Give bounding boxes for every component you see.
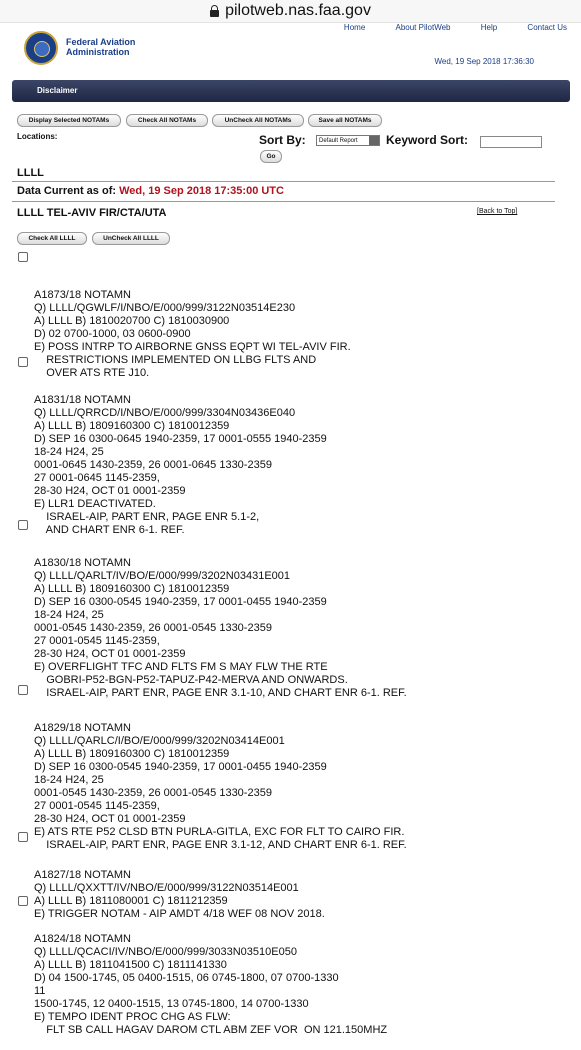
notam-checkbox[interactable] bbox=[18, 685, 28, 695]
agency-name[interactable]: Federal Aviation Administration bbox=[66, 37, 136, 57]
disclaimer-link[interactable]: Disclaimer bbox=[37, 86, 78, 95]
faa-seal-icon bbox=[24, 31, 58, 65]
nav-bar bbox=[12, 80, 570, 102]
notam-item bbox=[18, 894, 387, 1050]
notam-checkbox[interactable] bbox=[18, 520, 28, 530]
data-current-value: Wed, 19 Sep 2018 17:35:00 UTC bbox=[119, 185, 284, 197]
notam-text: A1827/18 NOTAMN Q) LLLL/QXXTT/IV/NBO/E/000/999/3122N03514E001 A) LLLL B) 1811080001 C) 1811212359 E) TRIGGER NOTAM - AIP AMDT 4/18 WEF 08 NOV 2018. bbox=[34, 869, 325, 920]
url-text: pilotweb.nas.faa.gov bbox=[225, 2, 371, 19]
notam-text: A1829/18 NOTAMN Q) LLLL/QARLC/I/BO/E/000/999/3202N03414E001 A) LLLL B) 1809160300 C) 1810012359 D) SEP 16 0300-0545 1940-2359, 17 0001-0455 1940-2359 18-24 H24, 25 0001-0545 1430-2359, 26 0001-0545 1330-2359 27 0001-0545 1145-2359, 28-30 H24, OCT 01 0001-2359 E) ATS RTE P52 CLSD BTN PURLA-GITLA, EXC FOR FLT TO CAIRO FIR. ISRAEL-AIP, PART ENR, PAGE ENR 3.1-12, AND CHART ENR 6-1. REF. bbox=[34, 722, 407, 851]
link-help[interactable]: Help bbox=[480, 23, 498, 32]
data-current: Data Current as of: Wed, 19 Sep 2018 17:35:00 UTC bbox=[17, 185, 284, 197]
section-title: LLLL TEL-AVIV FIR/CTA/UTA bbox=[17, 207, 167, 219]
link-about[interactable]: About PilotWeb bbox=[395, 23, 451, 32]
uncheck-all-button[interactable]: UnCheck All NOTAMs bbox=[212, 114, 304, 127]
go-button[interactable]: Go bbox=[260, 150, 282, 163]
notam-checkbox[interactable] bbox=[18, 896, 28, 906]
location-title: LLLL bbox=[17, 167, 44, 179]
notam-checkbox[interactable] bbox=[18, 252, 28, 262]
notam-text: A1830/18 NOTAMN Q) LLLL/QARLT/IV/BO/E/000/999/3202N03431E001 A) LLLL B) 1809160300 C) 1810012359 D) SEP 16 0300-0545 1940-2359, 17 0001-0455 1940-2359 18-24 H24, 25 0001-0545 1430-2359, 26 0001-0545 1330-2359 27 0001-0545 1145-2359, 28-30 H24, OCT 01 0001-2359 E) OVERFLIGHT TFC AND FLTS FM S MAY FLW THE RTE GOBRI-P52-BGN-P52-TAPUZ-P42-MERVA AND ONWARDS. ISRAEL-AIP, PART ENR, PAGE ENR 3.1-10, AND CHART ENR 6-1. REF. bbox=[34, 557, 407, 699]
header-datetime: Wed, 19 Sep 2018 17:36:30 bbox=[434, 57, 534, 66]
notam-text: A1831/18 NOTAMN Q) LLLL/QRRCD/I/NBO/E/000/999/3304N03436E040 A) LLLL B) 1809160300 C) 1810012359 D) SEP 16 0300-0645 1940-2359, 17 0001-0555 1940-2359 18-24 H24, 25 0001-0645 1430-2359, 26 0001-0645 1330-2359 27 0001-0645 1145-2359, 28-30 H24, OCT 01 0001-2359 E) LLR1 DEACTIVATED. ISRAEL-AIP, PART ENR, PAGE ENR 5.1-2, AND CHART ENR 6-1. REF. bbox=[34, 394, 327, 536]
notam-checkbox[interactable] bbox=[18, 832, 28, 842]
notam-text: A1824/18 NOTAMN Q) LLLL/QCACI/IV/NBO/E/000/999/3033N03510E050 A) LLLL B) 1811041500 C) 1811141330 D) 04 1500-1745, 05 0400-1515, 06 0745-1800, 07 0700-1330 11 1500-1745, 12 0400-1515, 13 0745-1800, 14 0700-1330 E) TEMPO IDENT PROC CHG AS FLW: FLT SB CALL HAGAV DAROM CTL ABM ZEF VOR ON 121.150MHZ bbox=[34, 933, 388, 1036]
back-to-top-link[interactable]: [Back to Top] bbox=[477, 208, 518, 215]
check-all-button[interactable]: Check All NOTAMs bbox=[126, 114, 208, 127]
sort-select[interactable]: Default Report bbox=[316, 135, 380, 146]
lock-icon bbox=[210, 10, 219, 17]
keyword-sort-label: Keyword Sort: bbox=[386, 133, 469, 147]
url-bar[interactable] bbox=[0, 0, 581, 23]
check-all-location-button[interactable]: Check All LLLL bbox=[17, 232, 87, 245]
divider bbox=[12, 201, 555, 202]
link-home[interactable]: Home bbox=[343, 23, 366, 32]
uncheck-all-location-button[interactable]: UnCheck All LLLL bbox=[92, 232, 170, 245]
sort-label: Sort By: bbox=[259, 133, 306, 147]
locations-label: Locations: bbox=[17, 132, 58, 141]
top-links bbox=[316, 23, 567, 32]
keyword-sort-input[interactable] bbox=[480, 136, 542, 148]
notam-checkbox[interactable] bbox=[18, 357, 28, 367]
divider bbox=[12, 181, 555, 182]
link-contact[interactable]: Contact Us bbox=[527, 23, 567, 32]
notam-text: A1873/18 NOTAMN Q) LLLL/QGWLF/I/NBO/E/000/999/3122N03514E230 A) LLLL B) 1810020700 C) 1810030900 D) 02 0700-1000, 03 0600-0900 E) POSS INTRP TO AIRBORNE GNSS EQPT WI TEL-AVIV FIR. RESTRICTIONS IMPLEMENTED ON LLBG FLTS AND OVER ATS RTE J10. bbox=[34, 289, 351, 379]
site-header bbox=[0, 23, 581, 81]
display-selected-button[interactable]: Display Selected NOTAMs bbox=[17, 114, 121, 127]
save-all-button[interactable]: Save all NOTAMs bbox=[308, 114, 382, 127]
